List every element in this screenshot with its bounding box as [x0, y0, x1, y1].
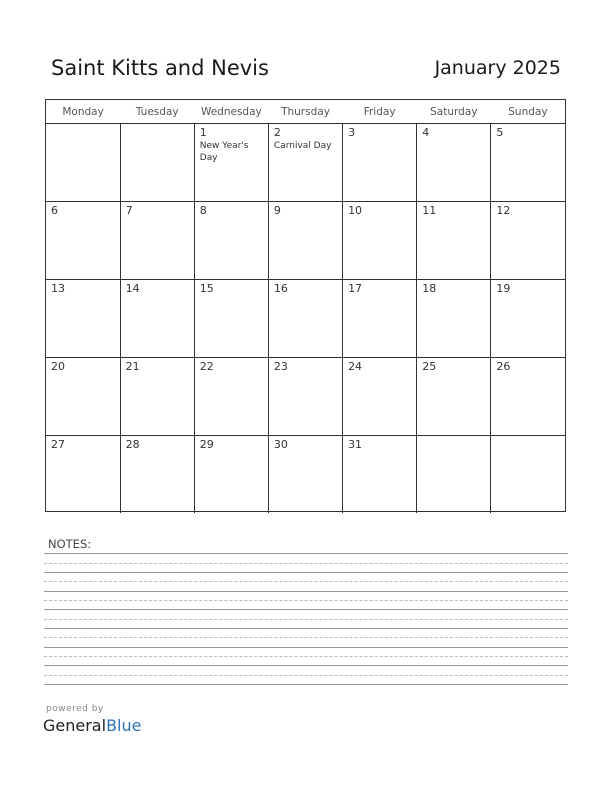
day-number: 31	[348, 438, 363, 451]
calendar-day-cell[interactable]	[491, 202, 565, 280]
day-number: 23	[273, 360, 288, 373]
day-number: 10	[348, 204, 363, 217]
calendar-week-row	[46, 358, 565, 436]
calendar-grid	[45, 99, 566, 512]
calendar-day-cell[interactable]	[194, 280, 268, 358]
day-number: 28	[125, 438, 140, 451]
notes-line	[44, 628, 568, 629]
day-number: 18	[422, 282, 437, 295]
calendar-day-cell[interactable]	[268, 436, 342, 514]
calendar-day-cell[interactable]	[417, 358, 491, 436]
day-number: 6	[51, 204, 58, 217]
calendar-day-cell[interactable]	[417, 436, 491, 514]
calendar-day-cell[interactable]	[268, 280, 342, 358]
notes-line	[44, 684, 568, 685]
weekday-wednesday: Wednesday	[194, 100, 268, 124]
day-number: 2	[273, 126, 281, 139]
notes-line	[44, 591, 568, 592]
calendar-week-row	[46, 280, 565, 358]
day-number: 15	[199, 282, 214, 295]
notes-line	[44, 553, 568, 554]
notes-label: NOTES:	[48, 537, 92, 551]
calendar-week-row	[46, 124, 565, 202]
calendar-day-cell[interactable]	[46, 280, 120, 358]
day-number: 9	[273, 204, 281, 217]
weekday-thursday: Thursday	[268, 100, 342, 124]
calendar-day-cell[interactable]	[417, 202, 491, 280]
day-number: 21	[125, 360, 140, 373]
day-number: 11	[422, 204, 437, 217]
weekday-header-row	[46, 100, 565, 124]
calendar-day-cell[interactable]	[417, 280, 491, 358]
calendar-day-cell[interactable]	[194, 358, 268, 436]
month-year: January 2025	[434, 57, 561, 79]
weekday-sunday: Sunday	[491, 100, 565, 124]
notes-line	[44, 581, 568, 582]
notes-line	[44, 572, 568, 573]
notes-line	[44, 619, 568, 620]
notes-line	[44, 675, 568, 676]
brand-general: General	[43, 716, 107, 735]
calendar-day-cell[interactable]	[343, 124, 417, 202]
day-number: 26	[496, 360, 511, 373]
day-number: 25	[422, 360, 437, 373]
day-number: 24	[348, 360, 363, 373]
calendar-day-cell[interactable]	[417, 124, 491, 202]
calendar-day-cell[interactable]	[120, 436, 194, 514]
notes-line	[44, 637, 568, 638]
day-number	[491, 436, 565, 438]
notes-line	[44, 647, 568, 648]
calendar-day-cell[interactable]	[194, 124, 268, 202]
calendar-day-cell[interactable]	[343, 358, 417, 436]
weekday-friday: Friday	[343, 100, 417, 124]
calendar-day-cell[interactable]	[46, 124, 120, 202]
day-number: 3	[348, 126, 356, 139]
day-number: 13	[51, 282, 65, 295]
day-number: 12	[496, 204, 511, 217]
day-number: 7	[125, 204, 133, 217]
calendar-day-cell[interactable]	[194, 202, 268, 280]
calendar-day-cell[interactable]	[46, 436, 120, 514]
day-number: 30	[273, 438, 288, 451]
calendar-day-cell[interactable]	[120, 358, 194, 436]
calendar-day-cell[interactable]	[194, 436, 268, 514]
day-number: 22	[199, 360, 214, 373]
calendar-day-cell[interactable]	[343, 436, 417, 514]
day-number: 20	[51, 360, 65, 373]
calendar-day-cell[interactable]	[120, 124, 194, 202]
weekday-monday: Monday	[46, 100, 120, 124]
day-number	[121, 124, 194, 126]
weekday-tuesday: Tuesday	[120, 100, 194, 124]
calendar-day-cell[interactable]	[120, 202, 194, 280]
calendar-day-cell[interactable]	[268, 124, 342, 202]
day-number	[46, 124, 120, 126]
notes-line	[44, 563, 568, 564]
holiday-label: New Year's Day	[199, 141, 249, 163]
day-number: 4	[422, 126, 430, 139]
notes-line	[44, 656, 568, 657]
calendar-week-row	[46, 436, 565, 514]
day-number: 1	[199, 126, 207, 139]
calendar-title: Saint Kitts and Nevis	[51, 56, 269, 80]
day-number: 5	[496, 126, 504, 139]
calendar-day-cell[interactable]	[46, 358, 120, 436]
holiday-label: Carnival Day	[273, 141, 332, 151]
calendar-day-cell[interactable]	[491, 436, 565, 514]
calendar-day-cell[interactable]	[491, 280, 565, 358]
notes-line	[44, 600, 568, 601]
day-number: 29	[199, 438, 214, 451]
day-number: 14	[125, 282, 140, 295]
weekday-saturday: Saturday	[417, 100, 491, 124]
calendar-day-cell[interactable]	[120, 280, 194, 358]
day-number: 16	[273, 282, 288, 295]
notes-line	[44, 609, 568, 610]
notes-line	[44, 665, 568, 666]
powered-by-text: powered by	[46, 704, 104, 714]
calendar-day-cell[interactable]	[343, 202, 417, 280]
brand-blue: Blue	[106, 716, 142, 735]
calendar-day-cell[interactable]	[343, 280, 417, 358]
day-number: 19	[496, 282, 511, 295]
calendar-day-cell[interactable]	[268, 202, 342, 280]
calendar-day-cell[interactable]	[491, 124, 565, 202]
day-number	[417, 436, 490, 438]
day-number: 27	[51, 438, 65, 451]
calendar-day-cell[interactable]	[268, 358, 342, 436]
calendar-week-row	[46, 202, 565, 280]
calendar-day-cell[interactable]	[491, 358, 565, 436]
day-number: 17	[348, 282, 363, 295]
day-number: 8	[199, 204, 207, 217]
calendar-day-cell[interactable]	[46, 202, 120, 280]
brand-logo[interactable]	[43, 716, 141, 735]
